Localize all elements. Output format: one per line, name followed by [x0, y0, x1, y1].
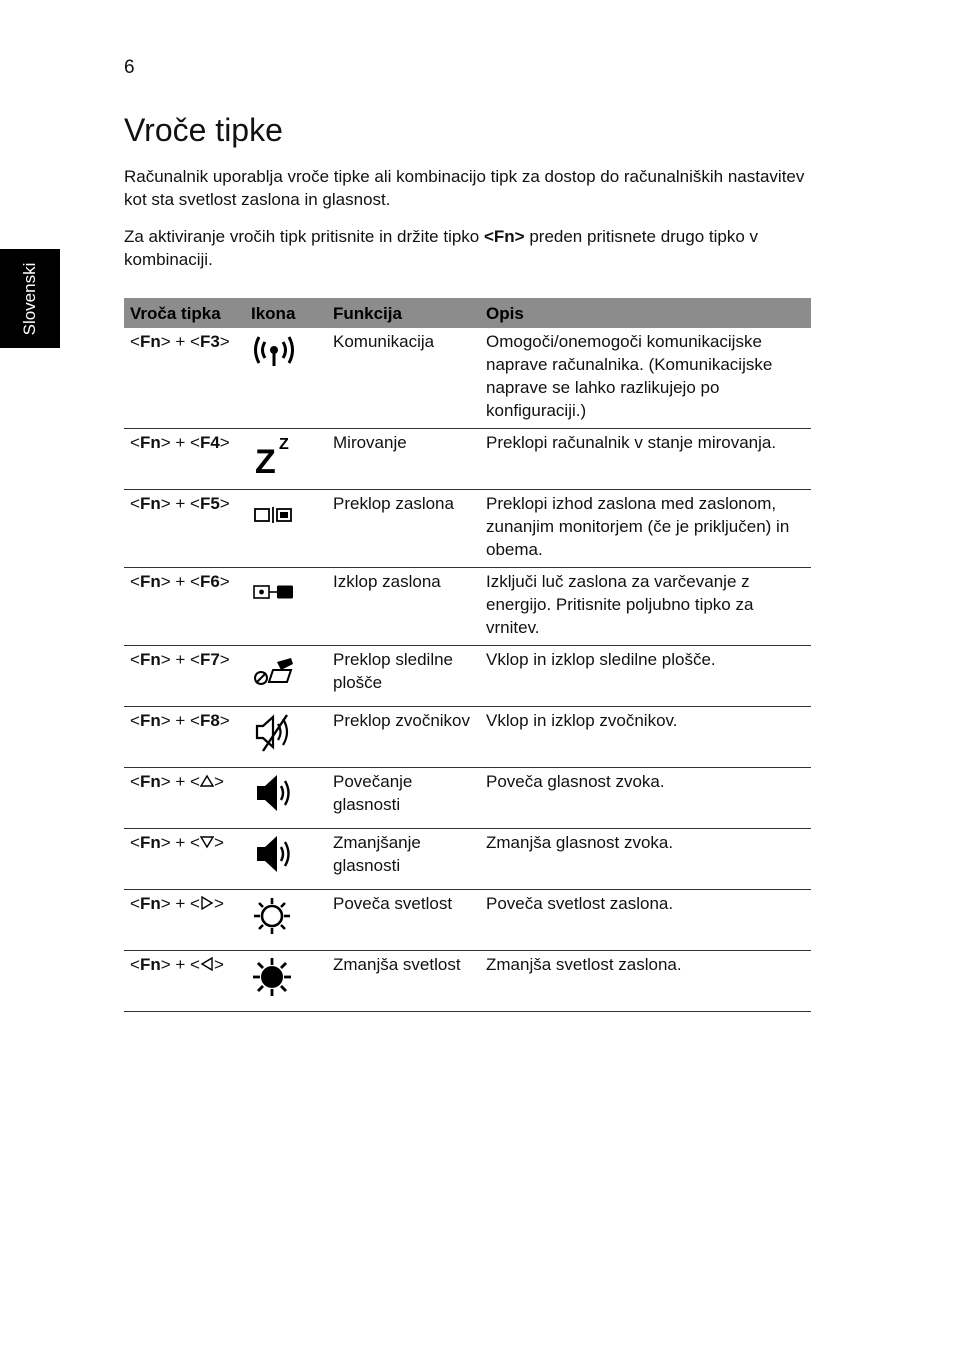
brightness-down-icon: [251, 953, 297, 999]
function-cell: Komunikacija: [327, 328, 480, 429]
icon-cell: [245, 768, 327, 829]
table-row: [124, 328, 811, 429]
function-key-label: F6: [199, 572, 220, 591]
function-key-label: F3: [199, 332, 220, 351]
icon-cell: [245, 568, 327, 646]
icon-cell: [245, 429, 327, 490]
hotkey-cell: <Fn> + <F6>: [124, 568, 245, 646]
icon-cell: [245, 951, 327, 1012]
table-row: [124, 829, 811, 890]
function-key-label: F4: [199, 433, 220, 452]
activation-paragraph: Za aktiviranje vročih tipk pritisnite in držite tipko <Fn> preden pritisnete drugo tipko v kombinaciji.: [124, 227, 759, 269]
header-hotkey: Vroča tipka: [124, 298, 245, 328]
function-cell: Zmanjšanje glasnosti: [327, 829, 480, 890]
hotkey-cell: <Fn> + < >: [124, 829, 245, 890]
icon-cell: [245, 829, 327, 890]
icon-cell: [245, 646, 327, 707]
hotkey-cell: <Fn> + <F5>: [124, 490, 245, 568]
header-description: Opis: [480, 298, 811, 328]
hotkey-cell: <Fn> + < >: [124, 951, 245, 1012]
speaker-mute-icon: [251, 709, 297, 755]
description-cell: Zmanjša svetlost zaslona.: [480, 951, 811, 1012]
function-cell: Poveča svetlost: [327, 890, 480, 951]
header-function: Funkcija: [327, 298, 480, 328]
svg-text:Z: Z: [279, 436, 289, 453]
wireless-communication-icon: [251, 330, 297, 376]
table-row: [124, 890, 811, 951]
description-cell: Vklop in izklop sledilne plošče.: [480, 646, 811, 707]
table-row: [124, 490, 811, 568]
description-cell: Preklopi izhod zaslona med zaslonom, zunanjim monitorjem (če je priključen) in obema.: [480, 490, 811, 568]
function-cell: Mirovanje: [327, 429, 480, 490]
function-cell: Preklop zvočnikov: [327, 707, 480, 768]
hotkey-table: [124, 298, 811, 1012]
language-tab-label: Slovenski: [20, 262, 39, 336]
description-cell: Izključi luč zaslona za varčevanje z energijo. Pritisnite poljubno tipko za vrnitev.: [480, 568, 811, 646]
volume-up-icon: [251, 770, 297, 816]
table-row: [124, 951, 811, 1012]
hotkey-cell: <Fn> + <F4>: [124, 429, 245, 490]
hotkey-cell: <Fn> + < >: [124, 768, 245, 829]
page-number: 6: [124, 57, 135, 78]
function-cell: Izklop zaslona: [327, 568, 480, 646]
table-header-row: [124, 298, 811, 328]
description-cell: Vklop in izklop zvočnikov.: [480, 707, 811, 768]
brightness-up-icon: [251, 892, 297, 938]
language-tab: [0, 249, 60, 348]
table-row: [124, 429, 811, 490]
function-key-label: F8: [199, 711, 220, 730]
hotkey-cell: <Fn> + <F3>: [124, 328, 245, 429]
function-cell: Zmanjša svetlost: [327, 951, 480, 1012]
sleep-zz-icon: [251, 431, 297, 477]
intro-paragraph: Računalnik uporablja vroče tipke ali kombinacijo tipk za dostop do računalniških nastavitev kot sta svetlost zaslona in glasnost.: [124, 167, 805, 209]
page-title: Vroče tipke: [124, 112, 283, 148]
icon-cell: [245, 707, 327, 768]
function-key-label: F5: [199, 494, 220, 513]
table-row: [124, 646, 811, 707]
icon-cell: [245, 490, 327, 568]
description-cell: Poveča glasnost zvoka.: [480, 768, 811, 829]
table-row: [124, 768, 811, 829]
touchpad-toggle-icon: [251, 648, 297, 694]
function-cell: Preklop zaslona: [327, 490, 480, 568]
description-cell: Preklopi računalnik v stanje mirovanja.: [480, 429, 811, 490]
fn-key-label: <Fn>: [483, 227, 525, 246]
right-arrow-icon: [200, 896, 214, 910]
hotkey-cell: <Fn> + <F7>: [124, 646, 245, 707]
table-row: [124, 568, 811, 646]
function-key-label: F7: [199, 650, 220, 669]
down-arrow-icon: [200, 835, 214, 849]
volume-down-icon: [251, 831, 297, 877]
left-arrow-icon: [200, 957, 214, 971]
hotkey-cell: <Fn> + < >: [124, 890, 245, 951]
svg-text:Z: Z: [255, 443, 276, 477]
screen-off-icon: [251, 570, 297, 616]
up-arrow-icon: [200, 774, 214, 788]
table-row: [124, 707, 811, 768]
header-icon: Ikona: [245, 298, 327, 328]
description-cell: Zmanjša glasnost zvoka.: [480, 829, 811, 890]
icon-cell: [245, 890, 327, 951]
function-cell: Povečanje glasnosti: [327, 768, 480, 829]
icon-cell: [245, 328, 327, 429]
display-toggle-icon: [251, 492, 297, 538]
description-cell: Omogoči/onemogoči komunikacijske naprave računalnika. (Komunikacijske naprave se lahko razlikujejo po konfiguraciji.): [480, 328, 811, 429]
description-cell: Poveča svetlost zaslona.: [480, 890, 811, 951]
hotkey-cell: <Fn> + <F8>: [124, 707, 245, 768]
function-cell: Preklop sledilne plošče: [327, 646, 480, 707]
